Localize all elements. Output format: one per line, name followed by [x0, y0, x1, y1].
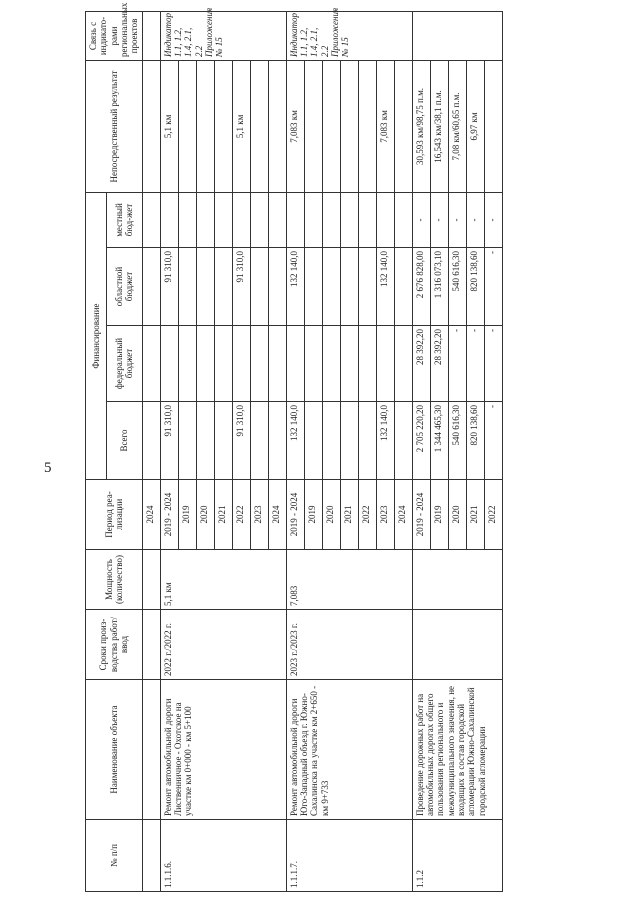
total-cell: [358, 402, 376, 480]
local-cell: -: [484, 193, 502, 248]
result-cell: [484, 61, 502, 193]
federal-cell: [214, 326, 232, 402]
total-cell: [196, 402, 214, 480]
result-cell: [196, 61, 214, 193]
header-local: местный бюд-жет: [107, 193, 143, 248]
regional-cell: 540 616,30: [448, 248, 466, 326]
result-cell: [268, 61, 286, 193]
local-cell: [394, 193, 412, 248]
regional-cell: [178, 248, 196, 326]
local-cell: [160, 193, 178, 248]
local-cell: [286, 193, 304, 248]
result-cell: 5,1 км: [160, 61, 178, 193]
period-cell: 2019: [430, 480, 448, 550]
period-cell: 2020: [196, 480, 214, 550]
table-body: [142, 7, 502, 892]
local-cell: -: [430, 193, 448, 248]
capacity: 7,083: [286, 550, 412, 610]
federal-cell: -: [484, 326, 502, 402]
period-cell: 2023: [376, 480, 394, 550]
item-number: 1.1.2: [412, 820, 502, 892]
result-cell: [178, 61, 196, 193]
federal-cell: [232, 326, 250, 402]
table-row: [160, 12, 178, 892]
federal-cell: [322, 326, 340, 402]
header-financing: Финансирование: [86, 193, 107, 480]
total-cell: 91 310,0: [232, 402, 250, 480]
total-cell: 540 616,30: [448, 402, 466, 480]
period-cell: 2019 - 2024: [412, 480, 430, 550]
total-cell: 820 138,60: [466, 402, 484, 480]
local-cell: [268, 193, 286, 248]
header-capacity: Мощность (количество): [86, 550, 143, 610]
result-cell: 5,1 км: [232, 61, 250, 193]
regional-cell: 132 140,0: [286, 248, 304, 326]
item-number: 1.1.1.7.: [286, 820, 412, 892]
period-cell: 2021: [466, 480, 484, 550]
federal-cell: -: [448, 326, 466, 402]
regional-cell: [394, 248, 412, 326]
indicator-link: Индикатор 1.1, 1.2, 1.4, 2.1, 2.2 Приложения № 15: [286, 12, 412, 61]
regional-cell: 820 138,60: [466, 248, 484, 326]
period-cell: 2022: [358, 480, 376, 550]
work-terms: [412, 610, 502, 680]
period-cell: 2021: [214, 480, 232, 550]
local-cell: [322, 193, 340, 248]
period-cell: 2023: [250, 480, 268, 550]
federal-cell: [160, 326, 178, 402]
result-cell: 30,593 км/98,75 п.м.: [412, 61, 430, 193]
total-cell: [250, 402, 268, 480]
federal-cell: [376, 326, 394, 402]
header-federal: федеральный бюджет: [107, 326, 143, 402]
federal-cell: [178, 326, 196, 402]
result-cell: [358, 61, 376, 193]
header-terms: Сроки произ-водства работ/ввод: [86, 610, 143, 680]
local-cell: [304, 193, 322, 248]
period-cell: 2024: [268, 480, 286, 550]
item-number: 1.1.1.6.: [160, 820, 286, 892]
indicator-link: Индикатор 1.1, 1.2, 1.4, 2.1, 2.2 Приложения № 15: [160, 12, 286, 61]
period-cell: 2024: [394, 480, 412, 550]
regional-cell: 91 310,0: [160, 248, 178, 326]
local-cell: [358, 193, 376, 248]
result-cell: [214, 61, 232, 193]
regional-cell: 2 676 828,00: [412, 248, 430, 326]
total-cell: 132 140,0: [376, 402, 394, 480]
capacity: 5,1 км: [160, 550, 286, 610]
result-cell: 7,083 км: [286, 61, 304, 193]
work-terms: 2023 г./2023 г.: [286, 610, 412, 680]
regional-cell: [358, 248, 376, 326]
local-cell: -: [448, 193, 466, 248]
total-cell: 2 705 220,20: [412, 402, 430, 480]
total-cell: 132 140,0: [286, 402, 304, 480]
period-cell: 2022: [484, 480, 502, 550]
total-cell: [304, 402, 322, 480]
federal-cell: [304, 326, 322, 402]
period-cell: 2019 - 2024: [160, 480, 178, 550]
object-name: Ремонт автомобильной дороги Лиственничное - Охотское на участке км 0+000 - км 5+100: [160, 680, 286, 820]
header-name: Наименование объекта: [86, 680, 143, 820]
capacity: [412, 550, 502, 610]
work-terms: 2022 г./2022 г.: [160, 610, 286, 680]
result-cell: 6,97 км: [466, 61, 484, 193]
period-cell: 2020: [448, 480, 466, 550]
result-cell: 16,543 км/38,1 п.м.: [430, 61, 448, 193]
federal-cell: [196, 326, 214, 402]
local-cell: [214, 193, 232, 248]
federal-cell: [340, 326, 358, 402]
local-cell: -: [466, 193, 484, 248]
regional-cell: [340, 248, 358, 326]
local-cell: [340, 193, 358, 248]
local-cell: [232, 193, 250, 248]
regional-cell: [304, 248, 322, 326]
result-cell: [250, 61, 268, 193]
header-regional: областной бюджет: [107, 248, 143, 326]
regional-cell: [196, 248, 214, 326]
federal-cell: [268, 326, 286, 402]
period-cell: 2019: [178, 480, 196, 550]
period-cell: 2022: [232, 480, 250, 550]
table-row: [412, 12, 430, 892]
financing-table: [85, 2, 503, 892]
regional-cell: 1 316 073,10: [430, 248, 448, 326]
total-cell: [322, 402, 340, 480]
federal-cell: [286, 326, 304, 402]
period-cell: 2019 - 2024: [286, 480, 304, 550]
table-row: [142, 12, 160, 892]
regional-cell: [322, 248, 340, 326]
page-number: 5: [44, 460, 52, 476]
result-cell: 7,08 км/60,65 п.м.: [448, 61, 466, 193]
regional-cell: [268, 248, 286, 326]
result-cell: 7,083 км: [376, 61, 394, 193]
total-cell: [340, 402, 358, 480]
period-cell: 2021: [340, 480, 358, 550]
rotated-table-container: [85, 2, 615, 892]
result-cell: [304, 61, 322, 193]
local-cell: -: [412, 193, 430, 248]
total-cell: [178, 402, 196, 480]
header-total: Всего: [107, 402, 143, 480]
federal-cell: 28 392,20: [412, 326, 430, 402]
table-row: [286, 12, 304, 892]
header-result: Непосредственный результат: [86, 61, 143, 193]
total-cell: 1 344 465,30: [430, 402, 448, 480]
federal-cell: [394, 326, 412, 402]
header-period: Период реа-лизации: [86, 480, 143, 550]
total-cell: -: [484, 402, 502, 480]
local-cell: [376, 193, 394, 248]
local-cell: [196, 193, 214, 248]
local-cell: [250, 193, 268, 248]
regional-cell: 91 310,0: [232, 248, 250, 326]
object-name: Ремонт автомобильной дороги Юго-Западный объезд г. Южно-Сахалинска на участке км 2+650 - км 9+733: [286, 680, 412, 820]
total-cell: 91 310,0: [160, 402, 178, 480]
result-cell: [394, 61, 412, 193]
total-cell: [214, 402, 232, 480]
header-num: № п/п: [86, 820, 143, 892]
local-cell: [178, 193, 196, 248]
regional-cell: -: [484, 248, 502, 326]
header-link: Связь с индикато-рами региональных проектов: [86, 12, 143, 61]
federal-cell: [358, 326, 376, 402]
federal-cell: -: [466, 326, 484, 402]
total-cell: [268, 402, 286, 480]
result-cell: [322, 61, 340, 193]
period-cell: 2019: [304, 480, 322, 550]
total-cell: [394, 402, 412, 480]
period-cell: 2020: [322, 480, 340, 550]
federal-cell: 28 392,20: [430, 326, 448, 402]
federal-cell: [250, 326, 268, 402]
indicator-link: [412, 12, 502, 61]
result-cell: [340, 61, 358, 193]
period-cell: 2024: [142, 480, 160, 550]
regional-cell: [250, 248, 268, 326]
object-name: Проведение дорожных работ на автомобильных дорогах общего пользования регионального и межмуниципального значения, не входящих в состав городской агломерации Южно-Сахалинской городской агломерации: [412, 680, 502, 820]
regional-cell: [214, 248, 232, 326]
table-header: [86, 2, 143, 892]
regional-cell: 132 140,0: [376, 248, 394, 326]
